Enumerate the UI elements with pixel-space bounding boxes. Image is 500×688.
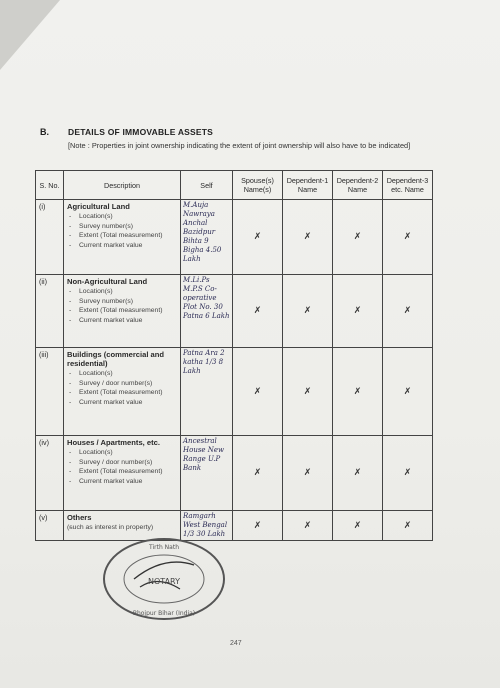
header-dependent-2: Dependent-2 Name [333, 171, 383, 200]
row-item: - Survey / door number(s) [67, 379, 177, 389]
self-handwritten-entry: Ramgarh West Bengal 1/3 30 Lakh [181, 511, 233, 541]
header-description: Description [64, 171, 181, 200]
header-sno: S. No. [36, 171, 64, 200]
self-handwritten-entry: Patna Ara 2 katha 1/3 8 Lakh [181, 348, 233, 436]
stamp-bottom-text: Bhojpur Bihar (India) [132, 610, 196, 617]
cross-mark: ✗ [233, 348, 283, 436]
row-item: - (such as interest in property) [67, 523, 177, 533]
table-row [36, 348, 433, 436]
row-item: - Extent (Total measurement) [67, 388, 177, 398]
row-item: - Current market value [67, 477, 177, 487]
header-dependent-3: Dependent-3 etc. Name [383, 171, 433, 200]
header-self: Self [181, 171, 233, 200]
cross-mark: ✗ [233, 275, 283, 348]
row-category: Houses / Apartments, etc. [67, 438, 160, 447]
row-item: - Location(s) [67, 448, 177, 458]
table-row [36, 511, 433, 541]
row-sno: (ii) [36, 275, 64, 348]
row-item: - Current market value [67, 241, 177, 251]
row-item: - Survey number(s) [67, 297, 177, 307]
header-spouse: Spouse(s) Name(s) [233, 171, 283, 200]
self-handwritten-entry: M.Li.Ps M.P.S Co-operative Plot No. 30 Patna 6 Lakh [181, 275, 233, 348]
cross-mark: ✗ [233, 200, 283, 275]
row-sno: (iii) [36, 348, 64, 436]
cross-mark: ✗ [283, 436, 333, 511]
row-item: - Extent (Total measurement) [67, 467, 177, 477]
row-sno: (iv) [36, 436, 64, 511]
row-item: - Current market value [67, 316, 177, 326]
section-title: DETAILS OF IMMOVABLE ASSETS [68, 127, 214, 137]
cross-mark: ✗ [333, 348, 383, 436]
cross-mark: ✗ [383, 200, 433, 275]
header-dependent-1: Dependent-1 Name [283, 171, 333, 200]
cross-mark: ✗ [383, 436, 433, 511]
cross-mark: ✗ [283, 511, 333, 541]
cross-mark: ✗ [283, 275, 333, 348]
cross-mark: ✗ [383, 511, 433, 541]
page-number: 247 [230, 640, 242, 647]
row-item: - Location(s) [67, 369, 177, 379]
stamp-center-text: NOTARY [148, 577, 180, 586]
cross-mark: ✗ [333, 275, 383, 348]
table-row [36, 436, 433, 511]
notary-stamp [100, 535, 228, 623]
row-category: Agricultural Land [67, 202, 130, 211]
assets-table [35, 170, 433, 541]
cross-mark: ✗ [233, 511, 283, 541]
cross-mark: ✗ [333, 200, 383, 275]
section-label: B. [40, 127, 49, 137]
cross-mark: ✗ [333, 436, 383, 511]
cross-mark: ✗ [383, 348, 433, 436]
table-header-row [36, 171, 433, 200]
cross-mark: ✗ [233, 436, 283, 511]
self-handwritten-entry: M.Auja Nawraya Anchal Bazidpur Bihta 9 Bigha 4.50 Lakh [181, 200, 233, 275]
self-handwritten-entry: Ancestral House New Range U.P Bank [181, 436, 233, 511]
table-row [36, 200, 433, 275]
row-category: Others [67, 513, 92, 522]
row-item: - Extent (Total measurement) [67, 306, 177, 316]
row-category: Buildings (commercial and residential) [67, 350, 165, 368]
row-description [64, 275, 181, 348]
row-category: Non-Agricultural Land [67, 277, 148, 286]
row-item: - Current market value [67, 398, 177, 408]
row-sno: (v) [36, 511, 64, 541]
section-note: [Note : Properties in joint ownership indicating the extent of joint ownership will also have to be indicated] [68, 141, 411, 150]
cross-mark: ✗ [283, 200, 333, 275]
cross-mark: ✗ [383, 275, 433, 348]
table-row [36, 275, 433, 348]
row-description [64, 348, 181, 436]
stamp-top-text: Tirth Nath [149, 544, 179, 551]
row-description [64, 200, 181, 275]
row-sno: (i) [36, 200, 64, 275]
row-item: - Location(s) [67, 287, 177, 297]
row-item: - Extent (Total measurement) [67, 231, 177, 241]
cross-mark: ✗ [283, 348, 333, 436]
cross-mark: ✗ [333, 511, 383, 541]
row-description [64, 436, 181, 511]
folded-corner [0, 0, 60, 70]
row-item: - Survey / door number(s) [67, 458, 177, 468]
row-item: - Survey number(s) [67, 222, 177, 232]
row-item: - Location(s) [67, 212, 177, 222]
